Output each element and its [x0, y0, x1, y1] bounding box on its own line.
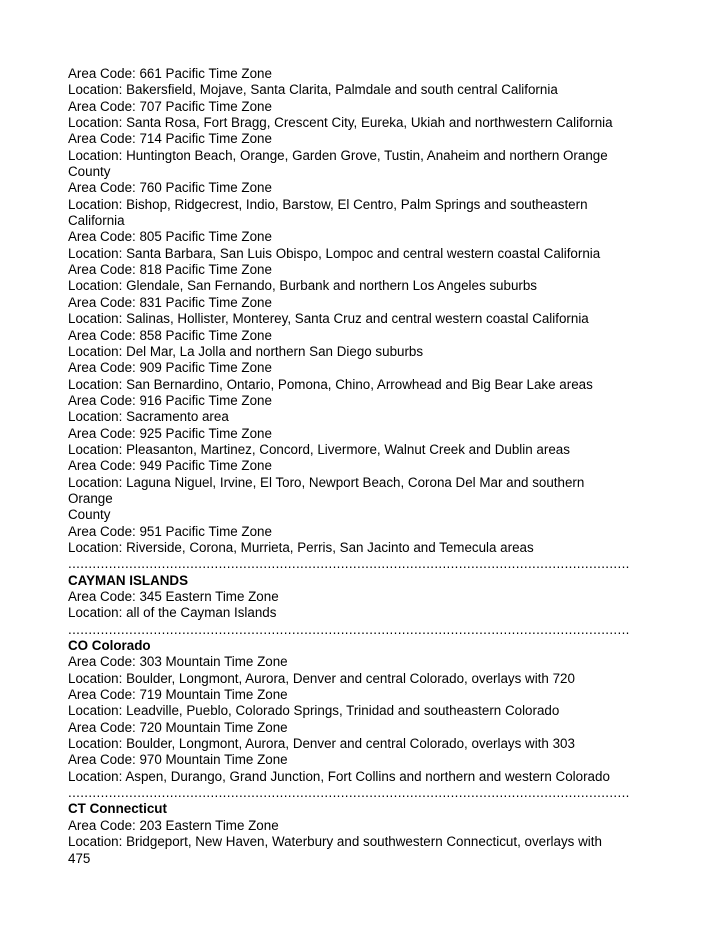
area-code-line: Area Code: 719 Mountain Time Zone [68, 687, 288, 703]
area-code-line: Area Code: 714 Pacific Time Zone [68, 131, 272, 147]
area-code-line: Area Code: 909 Pacific Time Zone [68, 360, 272, 376]
dotted-separator: .......................................................................................................................................... [68, 556, 630, 572]
area-code-line: Area Code: 949 Pacific Time Zone [68, 458, 272, 474]
location-line-cont: County [68, 507, 111, 523]
entry-760 [68, 180, 668, 229]
area-code-line: Area Code: 970 Mountain Time Zone [68, 752, 288, 768]
location-line: Location: Glendale, San Fernando, Burbank and northern Los Angeles suburbs [68, 278, 537, 294]
area-code-line: Area Code: 951 Pacific Time Zone [68, 523, 272, 539]
location-line: Location: Aspen, Durango, Grand Junction, Fort Collins and northern and western Colorado [68, 768, 610, 784]
location-line: Location: Boulder, Longmont, Aurora, Denver and central Colorado, overlays with 303 [68, 736, 575, 752]
entry-949 [68, 458, 668, 523]
entry-970 [68, 752, 668, 785]
entry-203 [68, 818, 668, 867]
colorado-section [68, 638, 668, 785]
location-line-cont: County [68, 164, 111, 180]
area-code-line: Area Code: 916 Pacific Time Zone [68, 392, 272, 408]
location-line-cont: 475 [68, 850, 91, 866]
area-code-line: Area Code: 203 Eastern Time Zone [68, 817, 279, 833]
location-line: Location: San Bernardino, Ontario, Pomona, Chino, Arrowhead and Big Bear Lake areas [68, 376, 593, 392]
location-line: Location: Bridgeport, New Haven, Waterbury and southwestern Connecticut, overlays with [68, 834, 602, 850]
area-code-line: Area Code: 831 Pacific Time Zone [68, 294, 272, 310]
location-line: Location: Salinas, Hollister, Monterey, Santa Cruz and central western coastal California [68, 311, 589, 327]
area-code-line: Area Code: 720 Mountain Time Zone [68, 719, 288, 735]
area-code-line: Area Code: 661 Pacific Time Zone [68, 66, 272, 81]
location-line: Location: Santa Rosa, Fort Bragg, Crescent City, Eureka, Ukiah and northwestern California [68, 115, 613, 131]
section-heading: CO Colorado [68, 638, 151, 654]
connecticut-section [68, 801, 668, 866]
entry-858 [68, 328, 668, 361]
location-line-cont: California [68, 213, 125, 229]
area-code-line: Area Code: 345 Eastern Time Zone [68, 589, 279, 604]
area-code-line: Area Code: 303 Mountain Time Zone [68, 654, 288, 670]
entry-714 [68, 131, 668, 180]
location-line: Location: Leadville, Pueblo, Colorado Springs, Trinidad and southeastern Colorado [68, 703, 560, 719]
area-code-line: Area Code: 858 Pacific Time Zone [68, 327, 272, 343]
entry-805 [68, 229, 668, 262]
area-code-line: Area Code: 760 Pacific Time Zone [68, 180, 272, 196]
entry-720 [68, 720, 668, 753]
location-line: Location: Santa Barbara, San Luis Obispo, Lompoc and central western coastal California [68, 245, 601, 261]
location-line: Location: Riverside, Corona, Murrieta, Perris, San Jacinto and Temecula areas [68, 539, 534, 555]
entry-925 [68, 426, 668, 459]
location-line: Location: all of the Cayman Islands [68, 605, 277, 621]
area-code-line: Area Code: 805 Pacific Time Zone [68, 229, 272, 245]
entry-831 [68, 295, 668, 328]
entry-345 [68, 589, 668, 622]
area-code-line: Area Code: 925 Pacific Time Zone [68, 425, 272, 441]
location-line: Location: Bakersfield, Mojave, Santa Clarita, Palmdale and south central California [68, 82, 558, 98]
location-line: Location: Pleasanton, Martinez, Concord, Livermore, Walnut Creek and Dublin areas [68, 441, 570, 457]
entry-951 [68, 524, 668, 557]
entry-719 [68, 687, 668, 720]
location-line: Location: Sacramento area [68, 409, 229, 425]
entry-707 [68, 99, 668, 132]
entry-916 [68, 393, 668, 426]
entry-303 [68, 654, 668, 687]
entry-661 [68, 66, 668, 99]
section-heading: CT Connecticut [68, 801, 167, 817]
dotted-separator: .......................................................................................................................................... [68, 785, 630, 801]
area-code-line: Area Code: 818 Pacific Time Zone [68, 262, 272, 278]
location-line: Location: Huntington Beach, Orange, Garden Grove, Tustin, Anaheim and northern Orange [68, 147, 608, 163]
location-line: Location: Bishop, Ridgecrest, Indio, Barstow, El Centro, Palm Springs and southeastern [68, 196, 588, 212]
location-line-cont: Orange [68, 490, 113, 506]
section-heading: CAYMAN ISLANDS [68, 572, 189, 588]
dotted-separator: .......................................................................................................................................... [68, 621, 630, 637]
california-section [68, 66, 668, 556]
location-line: Location: Laguna Niguel, Irvine, El Toro, Newport Beach, Corona Del Mar and southern [68, 474, 585, 490]
cayman-section [68, 573, 668, 622]
document-page [68, 66, 668, 867]
location-line: Location: Boulder, Longmont, Aurora, Denver and central Colorado, overlays with 720 [68, 670, 575, 686]
area-code-line: Area Code: 707 Pacific Time Zone [68, 98, 272, 114]
location-line: Location: Del Mar, La Jolla and northern San Diego suburbs [68, 343, 424, 359]
entry-909 [68, 360, 668, 393]
entry-818 [68, 262, 668, 295]
